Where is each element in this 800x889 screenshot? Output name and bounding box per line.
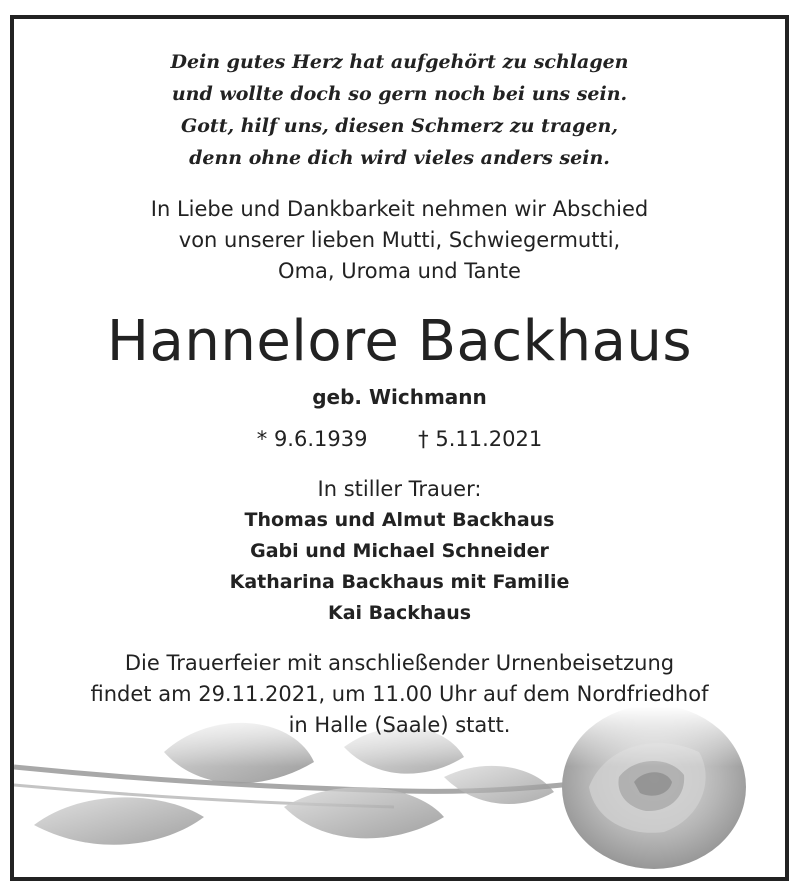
intro-line-3: Oma, Uroma und Tante <box>278 259 521 283</box>
ceremony-line-1: Die Trauerfeier mit anschließender Urnenbeisetzung <box>124 651 675 675</box>
verse-line-2: und wollte doch so gern noch bei uns sein. <box>171 83 628 105</box>
verse-line-1: Dein gutes Herz hat aufgehört zu schlagen <box>170 51 629 73</box>
intro-line-2: von unserer lieben Mutti, Schwiegermutti, <box>178 228 621 252</box>
mourner-3: Katharina Backhaus mit Familie <box>229 571 570 593</box>
mourner-2: Gabi und Michael Schneider <box>250 540 549 562</box>
intro-line-1: In Liebe und Dankbarkeit nehmen wir Abschied <box>150 197 649 221</box>
maiden-name: geb. Wichmann <box>312 385 487 409</box>
ceremony-line-2: findet am 29.11.2021, um 11.00 Uhr auf dem Nordfriedhof <box>90 682 709 706</box>
ceremony-line-3: in Halle (Saale) statt. <box>288 713 511 737</box>
mourners-heading: In stiller Trauer: <box>317 477 482 501</box>
obituary-notice <box>10 15 789 881</box>
deceased-name: Hannelore Backhaus <box>106 309 693 374</box>
death-date: † 5.11.2021 <box>418 427 543 451</box>
mourner-4: Kai Backhaus <box>327 602 472 624</box>
life-dates <box>14 427 785 451</box>
mourner-1: Thomas und Almut Backhaus <box>244 509 555 531</box>
birth-date: * 9.6.1939 <box>256 427 368 451</box>
verse-line-3: Gott, hilf uns, diesen Schmerz zu tragen, <box>181 115 618 137</box>
verse-line-4: denn ohne dich wird vieles anders sein. <box>189 147 610 169</box>
